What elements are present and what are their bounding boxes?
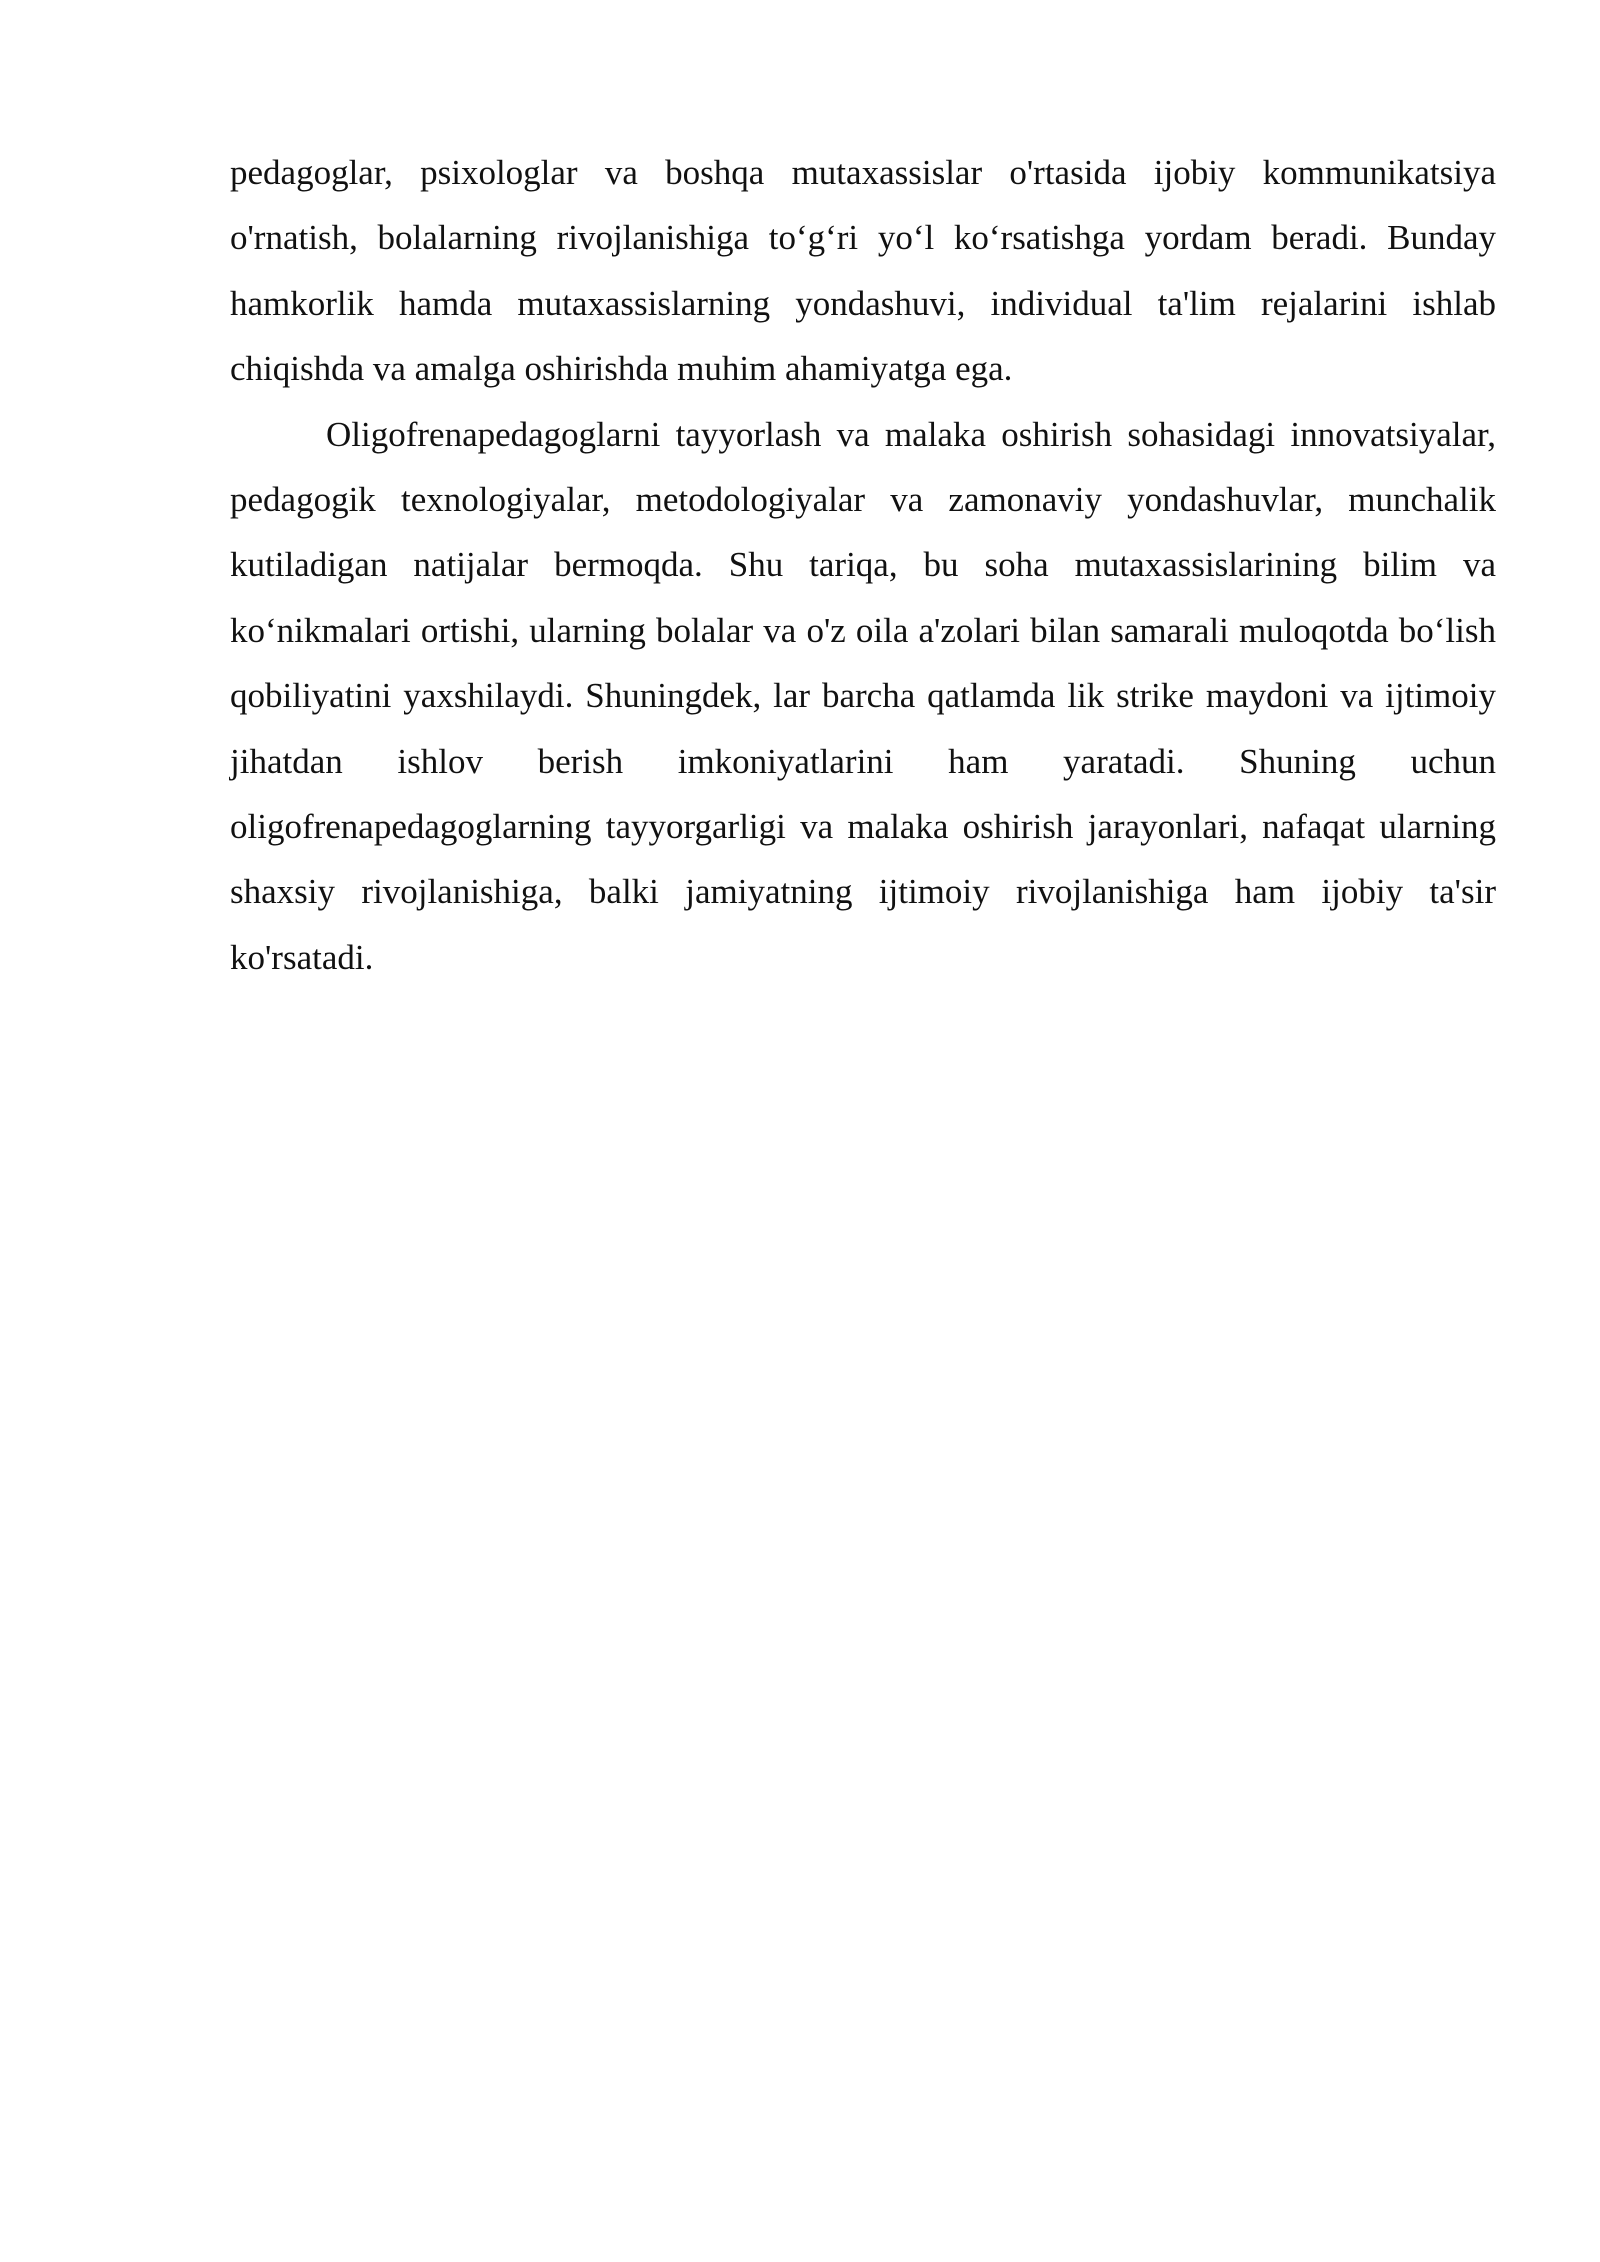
paragraph-2: Oligofrenapedagoglarni tayyorlash va malaka oshirish sohasidagi innovatsiyalar, pedagogik texnologiyalar, metodologiyalar va zamonaviy yondashuvlar, munchalik kutiladigan natijalar bermoqda. Shu tariqa, bu soha mutaxassislarining bilim va ko‘nikmalari ortishi, ularning bolalar va o'z oila a'zolari bilan samarali muloqotda bo‘lish qobiliyatini yaxshilaydi. Shuningdek, lar barcha qatlamda lik strike maydoni va ijtimoiy jihatdan ishlov berish imkoniyatlarini ham yaratadi. Shuning uchun oligofrenapedagoglarning tayyorgarligi va malaka oshirish jarayonlari, nafaqat ularning shaxsiy rivojlanishiga, balki jamiyatning ijtimoiy rivojlanishiga ham ijobiy ta'sir ko'rsatadi. <box>230 414 1496 977</box>
body-text <box>230 140 1496 990</box>
paragraph-1: pedagoglar, psixologlar va boshqa mutaxassislar o'rtasida ijobiy kommunikatsiya o'rnatish, bolalarning rivojlanishiga to‘g‘ri yo‘l ko‘rsatishga yordam beradi. Bunday hamkorlik hamda mutaxassislarning yondashuvi, individual ta'lim rejalarini ishlab chiqishda va amalga oshirishda muhim ahamiyatga ega. <box>230 153 1496 389</box>
